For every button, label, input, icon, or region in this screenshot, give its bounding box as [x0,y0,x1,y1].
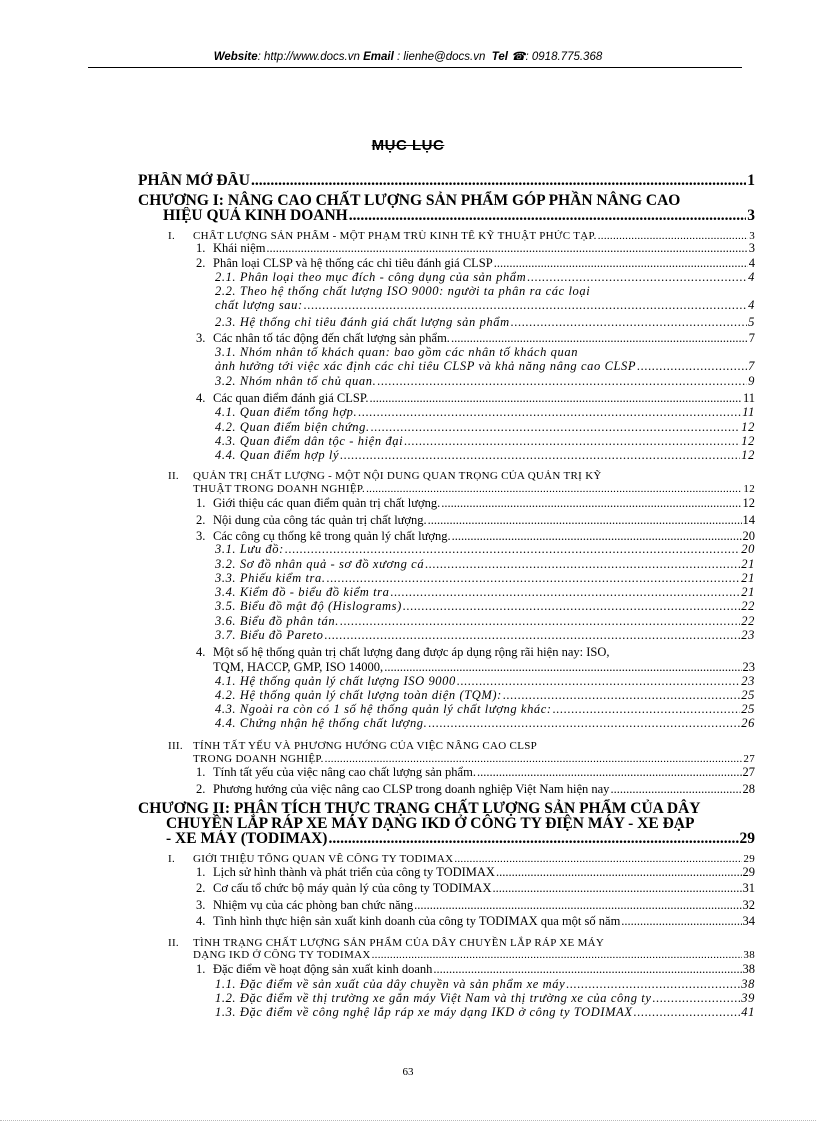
toc-entry-page: 27 [743,753,755,765]
toc-entry-text: 3.1. Lưu đồ: [215,542,284,556]
toc-item-c2s1-4[interactable] [213,914,755,929]
toc-entry-text: 3.4. Kiểm đồ - biểu đồ kiểm tra [215,585,390,599]
toc-chapter-2-line1[interactable]: CHƯƠNG II: PHÂN TÍCH THỰC TRẠNG CHẤT LƯỢNG SẢN PHẨM CỦA DÂY [138,800,701,817]
toc-subitem-s1-3-2[interactable] [215,374,755,389]
toc-entry-text: 4.2. Quan điểm biện chứng. [215,420,370,434]
toc-section-2-line1[interactable]: QUẢN TRỊ CHẤT LƯỢNG - MỘT NỘI DUNG QUAN TRỌNG CỦA QUẢN TRỊ KỸ [193,470,602,482]
toc-item-c2s2-1[interactable] [213,962,755,977]
toc-entry-page: 5 [748,315,755,329]
toc-entry-page: 22 [741,599,755,613]
toc-chapter2-section-2-line1[interactable]: TÌNH TRẠNG CHẤT LƯỢNG SẢN PHẨM CỦA DÂY CHUYỀN LẮP RÁP XE MÁY [193,937,605,949]
toc-entry-text: 4.4. Quan điểm hợp lý [215,448,340,462]
toc-entry-page: 11 [742,391,755,405]
toc-entry-text: CHẤT LƯỢNG SẢN PHẨM - MỘT PHẠM TRÙ KINH TẾ KỸ THUẬT PHỨC TẠP. [193,230,597,242]
toc-subitem-s2-4-3[interactable] [215,702,755,717]
toc-entry-page: 23 [741,674,755,688]
toc-entry-page: 9 [748,374,755,388]
toc-entry-page: 29 [742,865,755,879]
toc-entry-text: PHẦN MỞ ĐẦU [138,172,250,189]
toc-entry-page: 28 [742,782,755,796]
phone-icon: ☎ [511,51,526,63]
toc-entry-text: 3.6. Biểu đồ phân tán. [215,614,339,628]
toc-item-s2-1[interactable] [213,496,755,511]
toc-subitem-s2-4-4[interactable] [215,716,755,731]
toc-item-number: 1. [196,765,206,779]
toc-section-number: III. [168,740,183,752]
toc-item-c2s1-2[interactable] [213,881,755,896]
toc-entry-page: 32 [742,898,755,912]
toc-entry-page: 7 [748,359,755,373]
toc-item-number: 4. [196,914,206,928]
toc-entry-text: 3.2. Nhóm nhân tố chủ quan. [215,374,377,388]
toc-entry-page: 7 [748,331,755,345]
toc-entry-page: 1 [747,172,755,189]
toc-chapter-1-line1[interactable]: CHƯƠNG I: NÂNG CAO CHẤT LƯỢNG SẢN PHẨM GÓP PHẦN NÂNG CAO [138,192,681,209]
toc-item-number: 1. [196,496,206,510]
toc-section-2[interactable] [193,483,755,495]
toc-subitem-s2-4-2[interactable] [215,688,755,703]
toc-item-number: 2. [196,256,206,270]
toc-item-number: 4. [196,645,206,659]
toc-entry-page: 31 [742,881,755,895]
toc-entry-text: 4.3. Quan điểm dân tộc - hiện đại [215,434,404,448]
toc-entry-page: 27 [742,765,755,779]
toc-item-s3-2[interactable] [213,782,755,797]
page-bottom-divider [0,1120,816,1121]
toc-item-c2s1-3[interactable] [213,898,755,913]
toc-entry-page: 12 [742,496,755,510]
toc-section-number: II. [168,937,179,949]
toc-entry-text: DẠNG IKD Ở CÔNG TY TODIMAX [193,949,371,961]
toc-item-s1-1[interactable] [213,241,755,256]
toc-chapter2-section-2[interactable] [193,949,755,961]
toc-entry-page: 12 [741,420,755,434]
toc-subitem-s2-3-7[interactable] [215,628,755,643]
toc-entry-page: 23 [741,628,755,642]
toc-entry-page: 29 [739,830,755,847]
toc-entry-text: 3.7. Biểu đồ Pareto [215,628,324,642]
toc-entry-text: Nội dung của công tác quản trị chất lượng. [213,513,427,527]
toc-entry-text: Nhiệm vụ của các phòng ban chức năng [213,898,414,912]
toc-entry-page: 11 [742,405,755,419]
toc-chapter-1[interactable] [163,207,755,225]
toc-entry-text: Các nhân tố tác động đến chất lượng sản phẩm. [213,331,450,345]
site-header [0,49,816,63]
toc-subitem-s1-3-1[interactable] [215,359,755,374]
page-title: MỤC LỤC [371,137,445,154]
toc-entry-text: 4.3. Ngoài ra còn có 1 số hệ thống quản lý chất lượng khác: [215,702,552,716]
toc-entry-page: 20 [742,529,755,543]
tel-value: : 0918.775.368 [525,51,603,63]
toc-entry-page: 12 [741,434,755,448]
email-value[interactable]: : lienhe@docs.vn [393,51,486,63]
toc-entry-page: 3 [749,230,755,242]
toc-entry-text: HIỆU QUẢ KINH DOANH [163,207,348,224]
toc-subitem-s1-4-2[interactable] [215,420,755,435]
toc-entry-page: 38 [741,977,755,991]
toc-entry-page: 4 [748,298,755,312]
toc-entry-text: 1.2. Đặc điểm về thị trường xe gắn máy Việt Nam và thị trường xe của công ty [215,991,652,1005]
toc-subitem-s2-3-4[interactable] [215,585,755,600]
toc-entry-text: Lịch sử hình thành và phát triển của công ty TODIMAX [213,865,495,879]
toc-chapter-2[interactable] [166,830,755,848]
toc-entry-text: Khái niệm [213,241,266,255]
toc-entry-text: Tính tất yếu của việc nâng cao chất lượng sản phẩm. [213,765,476,779]
toc-item-number: 3. [196,529,206,543]
toc-subitem-s1-2-2-line1[interactable]: 2.2. Theo hệ thống chất lượng ISO 9000: người ta phân ra các loại [215,284,591,298]
toc-item-s3-1[interactable] [213,765,755,780]
toc-entry-text: 1.3. Đặc điểm về công nghệ lắp ráp xe máy dạng IKD ở công ty TODIMAX [215,1005,633,1019]
toc-entry-page: 39 [741,991,755,1005]
toc-entry-text: Đặc điểm về hoạt động sản xuất kinh doanh [213,962,433,976]
toc-item-number: 2. [196,782,206,796]
toc-entry-text: 1.1. Đặc điểm về sản xuất của dây chuyền và sản phẩm xe máy [215,977,566,991]
toc-subitem-s1-2-2[interactable] [215,298,755,313]
toc-section-number: I. [168,853,176,865]
toc-subitem-s2-3-2[interactable] [215,557,755,572]
toc-chapter-2-line2[interactable]: CHUYỀN LẮP RÁP XE MÁY DẠNG IKD Ở CÔNG TY ĐIỆN MÁY - XE ĐẠP [166,815,695,832]
tel-label: Tel [491,51,508,63]
toc-entry-page: 3 [748,241,755,255]
toc-entry-text: chất lượng sau: [215,298,303,312]
toc-subitem-c2s2-1-1[interactable] [215,977,755,992]
toc-entry-text: 4.1. Quan điểm tổng hợp. [215,405,358,419]
toc-subitem-c2s2-1-2[interactable] [215,991,755,1006]
toc-subitem-s1-4-3[interactable] [215,434,755,449]
toc-entry-text: 3.3. Phiếu kiểm tra. [215,571,326,585]
toc-item-s1-4[interactable] [213,391,755,406]
toc-entry-text: Các quan điểm đánh giá CLSP. [213,391,369,405]
toc-entry-page: 23 [742,660,755,674]
toc-item-number: 3. [196,898,206,912]
toc-section-3[interactable] [193,753,755,765]
toc-entry-page: 41 [741,1005,755,1019]
header-divider [88,67,742,68]
toc-item-number: 3. [196,331,206,345]
toc-entry-text: 4.2. Hệ thống quản lý chất lượng toàn diện (TQM): [215,688,502,702]
toc-entry-page: 4 [748,256,755,270]
toc-entry-intro[interactable] [138,172,755,190]
toc-subitem-s2-3-3[interactable] [215,571,755,586]
toc-chapter2-section-1[interactable] [193,853,755,865]
toc-entry-text: Tình hình thực hiện sản xuất kinh doanh của công ty TODIMAX qua một số năm [213,914,621,928]
toc-section-number: II. [168,470,179,482]
toc-subitem-s2-4-1[interactable] [215,674,755,689]
toc-entry-page: 38 [743,949,755,961]
toc-subitem-c2s2-1-3[interactable] [215,1005,755,1020]
toc-section-number: I. [168,230,176,242]
toc-subitem-s1-4-4[interactable] [215,448,755,463]
toc-entry-page: 25 [741,688,755,702]
toc-entry-text: Cơ cấu tổ chức bộ máy quản lý của công ty TODIMAX [213,881,492,895]
toc-entry-page: 38 [742,962,755,976]
toc-entry-text: ảnh hưởng tới việc xác định các chỉ tiêu CLSP và khả năng nâng cao CLSP [215,359,637,373]
toc-entry-page: 4 [748,270,755,284]
toc-item-s1-2[interactable] [213,256,755,271]
toc-subitem-s1-2-1[interactable] [215,270,755,285]
toc-entry-text: TQM, HACCP, GMP, ISO 14000, [213,660,384,674]
toc-entry-text: THUẬT TRONG DOANH NGHIỆP. [193,483,366,495]
toc-item-number: 1. [196,241,206,255]
toc-entry-page: 12 [743,483,755,495]
toc-entry-page: 29 [743,853,755,865]
toc-entry-page: 25 [741,702,755,716]
toc-subitem-s2-3-6[interactable] [215,614,755,629]
toc-entry-page: 12 [741,448,755,462]
website-label: Website [213,51,258,63]
toc-subitem-s1-4-1[interactable] [215,405,755,420]
toc-entry-page: 14 [742,513,755,527]
email-label: Email [363,51,394,63]
toc-entry-page: 21 [741,571,755,585]
toc-item-s2-4[interactable] [213,660,755,675]
toc-item-c2s1-1[interactable] [213,865,755,880]
toc-subitem-s1-3-1-line1[interactable]: 3.1. Nhóm nhân tố khách quan: bao gồm các nhân tố khách quan [215,345,579,359]
toc-entry-page: 21 [741,557,755,571]
toc-entry-page: 3 [747,207,755,224]
toc-entry-text: TRONG DOANH NGHIỆP. [193,753,324,765]
toc-entry-text: 2.1. Phân loại theo mục đích - công dụng của sản phẩm [215,270,527,284]
toc-entry-text: 2.3. Hệ thống chỉ tiêu đánh giá chất lượng sản phẩm [215,315,510,329]
toc-entry-page: 26 [741,716,755,730]
toc-item-s2-2[interactable] [213,513,755,528]
toc-entry-page: 20 [741,542,755,556]
website-value[interactable]: : http://www.docs.vn [257,51,360,63]
toc-section-3-line1[interactable]: TÍNH TẤT YẾU VÀ PHƯƠNG HƯỚNG CỦA VIỆC NÂNG CAO CLSP [193,740,538,752]
toc-entry-text: Phân loại CLSP và hệ thống các chỉ tiêu đánh giá CLSP [213,256,493,270]
toc-item-s1-3[interactable] [213,331,755,346]
toc-entry-text: 4.1. Hệ thống quản lý chất lượng ISO 9000 [215,674,456,688]
toc-entry-text: Các công cụ thống kê trong quản lý chất lượng. [213,529,451,543]
toc-entry-text: GIỚI THIỆU TỔNG QUAN VỀ CÔNG TY TODIMAX [193,853,454,865]
toc-subitem-s2-3-1[interactable] [215,542,755,557]
toc-entry-page: 22 [741,614,755,628]
toc-item-s2-4-line1[interactable]: Một số hệ thống quản trị chất lượng đang được áp dụng rộng rãi hiện nay: ISO, [213,645,610,659]
toc-subitem-s1-2-3[interactable] [215,315,755,330]
toc-entry-text: Giới thiệu các quan điểm quản trị chất lượng. [213,496,441,510]
toc-entry-text: Phương hướng của việc nâng cao CLSP trong doanh nghiệp Việt Nam hiện nay [213,782,610,796]
toc-item-number: 1. [196,865,206,879]
toc-entry-text: 3.5. Biểu đồ mật độ (Hislograms) [215,599,402,613]
toc-entry-text: - XE MÁY (TODIMAX) [166,830,328,847]
toc-item-number: 2. [196,881,206,895]
toc-entry-page: 34 [742,914,755,928]
toc-item-number: 1. [196,962,206,976]
page-number: 63 [402,1066,414,1078]
toc-item-number: 4. [196,391,206,405]
toc-item-number: 2. [196,513,206,527]
toc-entry-text: 3.2. Sơ đồ nhân quả - sơ đồ xương cá [215,557,425,571]
toc-entry-page: 21 [741,585,755,599]
toc-entry-text: 4.4. Chứng nhận hệ thống chất lượng. [215,716,428,730]
toc-subitem-s2-3-5[interactable] [215,599,755,614]
